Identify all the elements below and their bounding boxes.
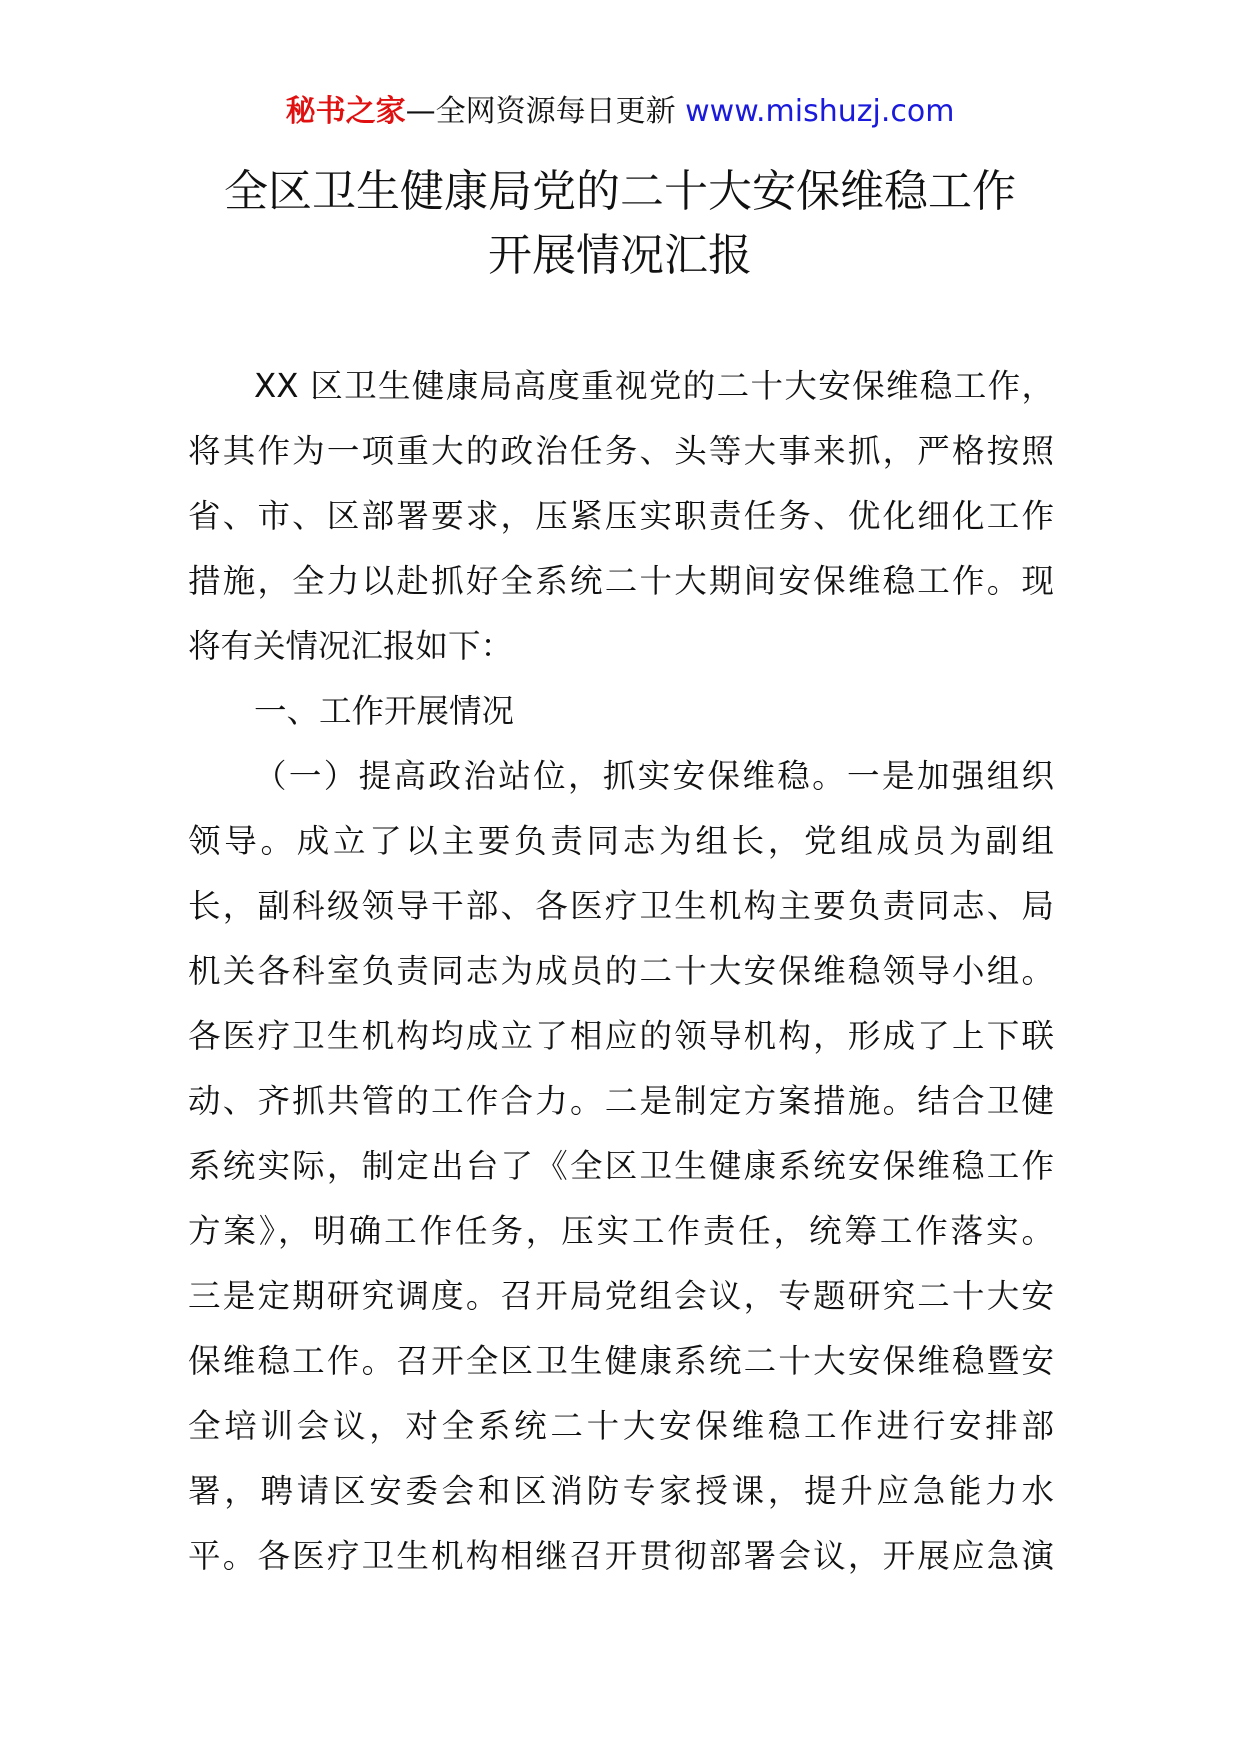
body-line: 各医疗卫生机构均成立了相应的领导机构，形成了上下联 bbox=[188, 1017, 1054, 1055]
document-title-line-1: 全区卫生健康局党的二十大安保维稳工作 bbox=[224, 166, 1016, 217]
subsection-heading-line: （一）提高政治站位，抓实安保维稳。一是加强组织 bbox=[254, 757, 1054, 795]
site-banner bbox=[0, 92, 1240, 132]
body-line: 保维稳工作。召开全区卫生健康系统二十大安保维稳暨安 bbox=[188, 1342, 1054, 1380]
body-line: 将有关情况汇报如下： bbox=[188, 627, 514, 665]
site-url-link[interactable]: www.mishuzj.com bbox=[685, 94, 955, 129]
document-title-line-2: 开展情况汇报 bbox=[488, 230, 752, 281]
body-line: 机关各科室负责同志为成员的二十大安保维稳领导小组。 bbox=[188, 952, 1054, 990]
site-brand: 秘书之家 bbox=[285, 94, 406, 129]
document-title bbox=[0, 160, 1240, 288]
body-line: 将其作为一项重大的政治任务、头等大事来抓，严格按照 bbox=[188, 432, 1054, 470]
body-line: 全培训会议，对全系统二十大安保维稳工作进行安排部 bbox=[188, 1407, 1054, 1445]
body-line: 长，副科级领导干部、各医疗卫生机构主要负责同志、局 bbox=[188, 887, 1054, 925]
body-line: 平。各医疗卫生机构相继召开贯彻部署会议，开展应急演 bbox=[188, 1537, 1054, 1575]
site-tagline: —全网资源每日更新 bbox=[405, 94, 686, 129]
section-heading: 一、工作开展情况 bbox=[254, 692, 515, 730]
body-line: 三是定期研究调度。召开局党组会议，专题研究二十大安 bbox=[188, 1277, 1054, 1315]
body-line: 系统实际，制定出台了《全区卫生健康系统安保维稳工作 bbox=[188, 1147, 1054, 1185]
body-line: 措施，全力以赴抓好全系统二十大期间安保维稳工作。现 bbox=[188, 562, 1054, 600]
body-line: 动、齐抓共管的工作合力。二是制定方案措施。结合卫健 bbox=[188, 1082, 1054, 1120]
body-line: 署，聘请区安委会和区消防专家授课，提升应急能力水 bbox=[188, 1472, 1054, 1510]
body-line: XX 区卫生健康局高度重视党的二十大安保维稳工作， bbox=[254, 367, 1054, 405]
body-line: 方案》，明确工作任务，压实工作责任，统筹工作落实。 bbox=[188, 1212, 1054, 1250]
document-body bbox=[188, 354, 1054, 1589]
body-line: 省、市、区部署要求，压紧压实职责任务、优化细化工作 bbox=[188, 497, 1054, 535]
body-line: 领导。成立了以主要负责同志为组长，党组成员为副组 bbox=[188, 822, 1054, 860]
